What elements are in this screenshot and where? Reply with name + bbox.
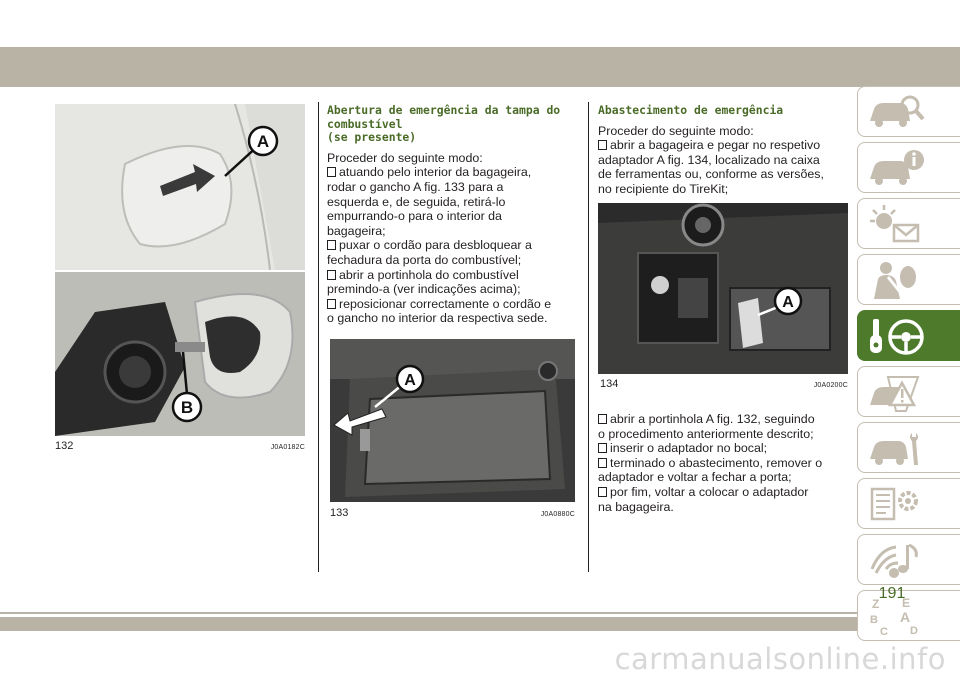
callout-a-fig132: A — [256, 132, 270, 151]
checkbox-bullet-icon — [327, 240, 336, 250]
figure-code: J0A0880C — [540, 511, 575, 518]
car-search-icon — [866, 91, 926, 133]
figure-133-caption — [330, 507, 575, 519]
callout-a-fig134: A — [782, 294, 794, 311]
column-3-text-top — [598, 104, 850, 197]
list-item: por fim, voltar a colocar o adaptador na bagageira. — [598, 484, 809, 514]
header-band — [0, 47, 960, 87]
figure-code: J0A0200C — [813, 382, 848, 389]
column-2-text — [327, 104, 577, 326]
list-item: abrir a portinhola do combustível premindo-a (ver indicações acima); — [327, 267, 521, 297]
footer-band — [0, 617, 960, 631]
specs-gear-icon — [866, 483, 926, 525]
checkbox-bullet-icon — [327, 167, 336, 177]
intro-text: Proceder do seguinte modo: — [327, 150, 483, 165]
tab-starting-driving[interactable] — [857, 310, 960, 361]
svg-text:C: C — [880, 626, 888, 637]
figure-number: 134 — [600, 378, 619, 390]
car-info-icon — [866, 147, 926, 189]
checkbox-bullet-icon — [598, 487, 607, 497]
checkbox-bullet-icon — [598, 414, 607, 424]
tab-maintenance[interactable] — [857, 422, 960, 473]
figure-number: 133 — [330, 507, 349, 519]
checkbox-bullet-icon — [327, 299, 336, 309]
checkbox-bullet-icon — [327, 270, 336, 280]
multimedia-music-icon — [866, 539, 926, 581]
tab-multimedia[interactable] — [857, 534, 960, 585]
svg-text:Z: Z — [872, 597, 880, 611]
figure-134-photo — [598, 203, 848, 374]
person-airbag-icon — [866, 259, 926, 301]
tab-lights[interactable] — [857, 198, 960, 249]
svg-text:E: E — [902, 596, 911, 610]
tab-safety[interactable] — [857, 254, 960, 305]
checkbox-bullet-icon — [598, 140, 607, 150]
key-steering-wheel-icon — [866, 315, 926, 357]
figure-132-photo-bottom — [55, 272, 305, 436]
checkbox-bullet-icon — [598, 443, 607, 453]
tab-emergency[interactable] — [857, 366, 960, 417]
list-item: puxar o cordão para desbloquear a fechadura da porta do combustível; — [327, 238, 532, 267]
heading-line: (se presente) — [327, 130, 417, 145]
car-wrench-icon — [866, 427, 926, 469]
list-item: abrir a portinhola A fig. 132, seguindo o procedimento anteriormente descrito; — [598, 412, 815, 441]
watermark-text: carmanualsonline.info — [614, 642, 946, 676]
list-item: reposicionar correctamente o cordão e o gancho no interior da respectiva sede. — [327, 296, 552, 326]
column-3-text-bottom — [598, 412, 850, 514]
figure-number: 132 — [55, 440, 74, 452]
figure-code: J0A0182C — [270, 444, 305, 451]
callout-a-fig133: A — [404, 372, 416, 389]
svg-text:D: D — [910, 625, 918, 637]
list-item: inserir o adaptador no bocal; — [598, 441, 850, 456]
page-number: 191 — [878, 585, 906, 602]
column-divider-2 — [588, 102, 589, 572]
lights-message-icon — [866, 203, 926, 245]
watermark-strip — [0, 636, 960, 678]
chapter-tabs — [857, 86, 960, 646]
figure-134-caption — [600, 378, 848, 390]
heading-line: Abertura de emergência da tampa do — [327, 103, 561, 117]
checkbox-bullet-icon — [598, 458, 607, 468]
callout-b-fig132: B — [180, 398, 194, 417]
figure-132-photo-top — [55, 104, 305, 270]
footer-rule — [0, 612, 960, 614]
list-item: abrir a bagageira e pegar no respetivo adaptador A fig. 134, localizado na caixa de ferramentas ou, conforme as versões, no recipiente do TireKit; — [598, 138, 824, 196]
list-item: terminado o abastecimento, remover o adaptador e voltar a fechar a porta; — [598, 455, 823, 485]
figure-133-photo — [330, 339, 575, 502]
car-warning-icon — [866, 371, 926, 413]
tab-getting-to-know[interactable] — [857, 86, 960, 137]
intro-text: Proceder do seguinte modo: — [598, 123, 754, 138]
svg-text:B: B — [870, 614, 878, 626]
column-divider-1 — [318, 102, 319, 572]
svg-text:A: A — [900, 609, 911, 625]
section-heading-emergency-opening — [327, 104, 577, 145]
tab-technical-specs[interactable] — [857, 478, 960, 529]
heading-line: combustível — [327, 116, 403, 131]
figure-132-caption — [55, 440, 305, 452]
tab-dashboard[interactable] — [857, 142, 960, 193]
list-item: atuando pelo interior da bagageira, rodar o gancho A fig. 133 para a esquerda e, de seguida, retirá-lo empurrando-o para o interior da bagageira; — [327, 165, 532, 238]
section-heading-emergency-refuel: Abastecimento de emergência — [598, 103, 784, 117]
